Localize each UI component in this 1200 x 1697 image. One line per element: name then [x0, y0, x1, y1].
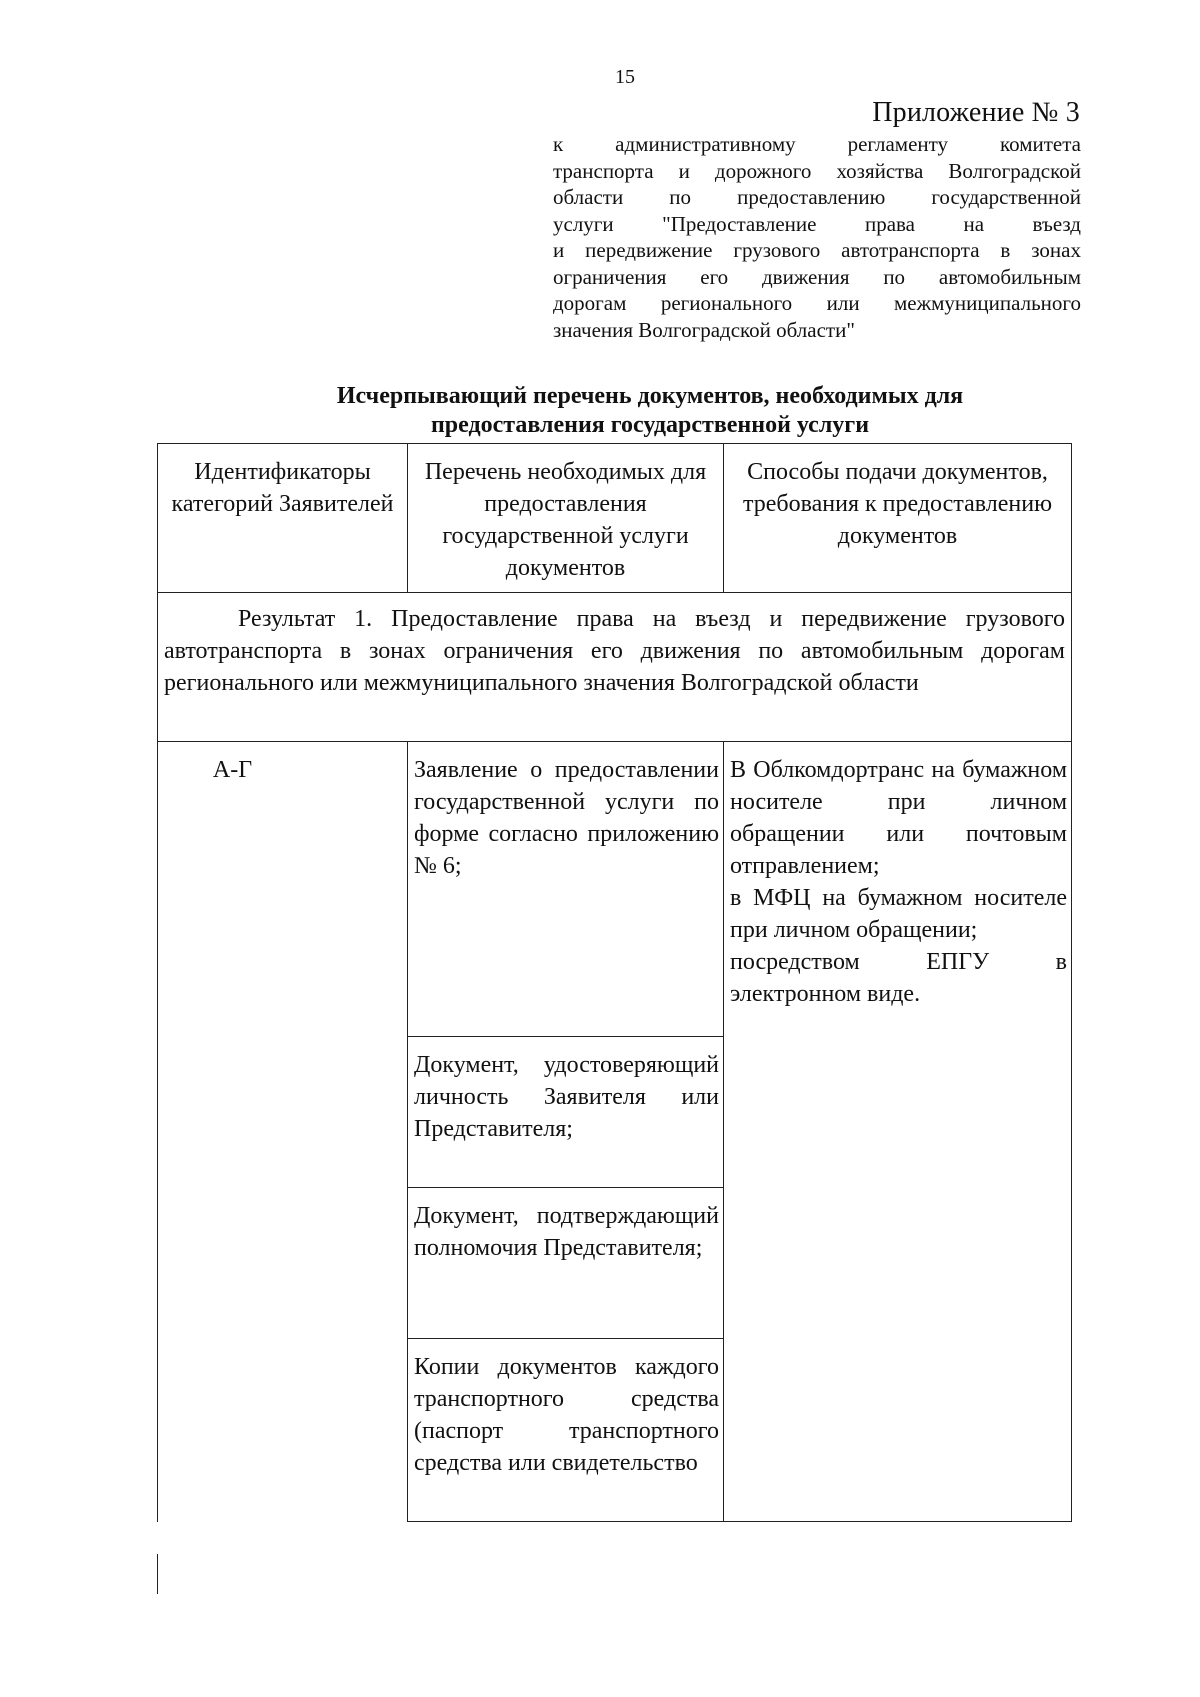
result-row	[158, 593, 1072, 742]
documents-table	[157, 443, 1072, 1522]
appendix-line: транспорта и дорожного хозяйства Волгоградской	[553, 158, 1081, 183]
table-continuation-line	[157, 1554, 158, 1594]
appendix-line: значения Волгоградской области"	[553, 317, 855, 342]
heading-line: предоставления государственной услуги	[430, 412, 870, 438]
methods-cell	[724, 742, 1072, 1522]
page-number: 15	[615, 66, 635, 88]
section-heading	[260, 382, 1040, 440]
header-cell-categories: Идентификаторы категорий Заявителей	[158, 444, 408, 593]
document-cell: Документ, удостоверяющий личность Заявителя или Представителя;	[408, 1037, 724, 1188]
document-cell: Документ, подтверждающий полномочия Представителя;	[408, 1188, 724, 1339]
table-row	[158, 742, 1072, 1037]
header-cell-methods: Способы подачи документов, требования к предоставлению документов	[724, 444, 1072, 593]
table-header-row	[158, 444, 1072, 593]
appendix-title: Приложение № 3	[872, 97, 1080, 128]
heading-line: Исчерпывающий перечень документов, необходимых для	[336, 383, 964, 409]
appendix-line: области по предоставлению государственной	[553, 185, 1081, 209]
method-item: В Облкомдортранс на бумажном носителе при личном обращении или почтовым отправлением;	[730, 757, 1067, 879]
appendix-line: к административному регламенту комитета	[553, 132, 1081, 156]
appendix-line: дорогам регионального или межмуниципального	[553, 291, 1081, 315]
appendix-line: и передвижение грузового автотранспорта в зонах	[553, 238, 1081, 262]
appendix-line: ограничения его движения по автомобильным	[553, 264, 1081, 289]
category-cell: А-Г	[158, 742, 408, 1522]
method-item: в МФЦ на бумажном носителе при личном обращении;	[730, 885, 1067, 943]
appendix-caption	[553, 131, 1081, 343]
document-cell: Копии документов каждого транспортного средства (паспорт транспортного средства или свидетельство	[408, 1339, 724, 1522]
appendix-line: услуги "Предоставление права на въезд	[553, 211, 1081, 236]
document-cell: Заявление о предоставлении государственной услуги по форме согласно приложению № 6;	[408, 742, 724, 1037]
method-item: посредством ЕПГУ в электронном виде.	[730, 949, 1067, 1007]
header-cell-documents: Перечень необходимых для предоставления государственной услуги документов	[408, 444, 724, 593]
result-cell: Результат 1. Предоставление права на въезд и передвижение грузового автотранспорта в зонах ограничения его движения по автомобильным дорогам регионального или межмуниципального значения Волгоградской области	[158, 593, 1072, 742]
